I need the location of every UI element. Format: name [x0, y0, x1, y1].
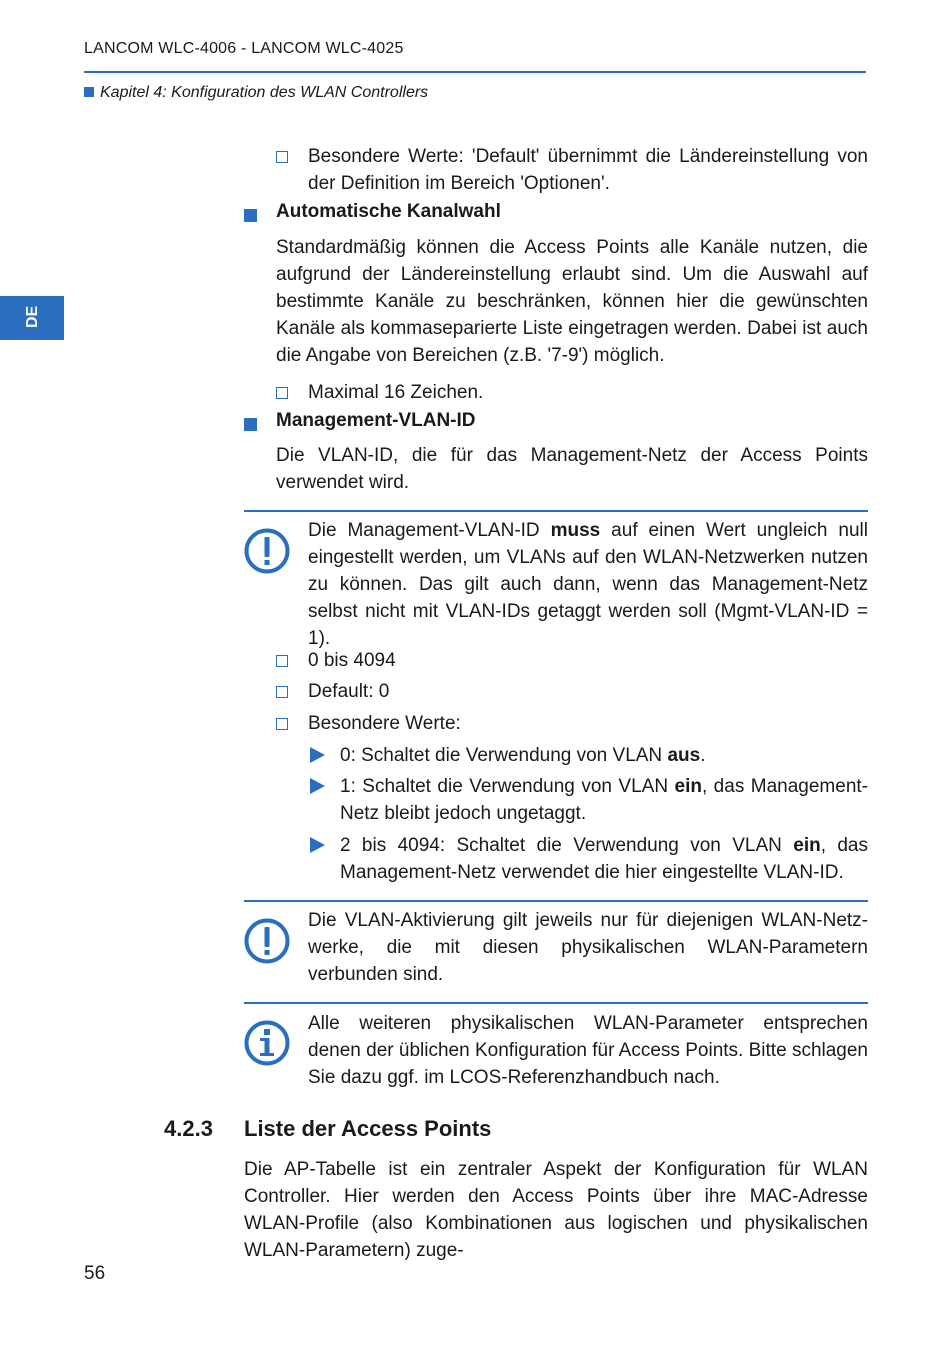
square-bullet-icon — [244, 209, 257, 222]
section-title: Liste der Access Points — [244, 1116, 492, 1141]
page-number: 56 — [84, 1263, 106, 1284]
list-item-text: Maximal 16 Zeichen. — [308, 382, 484, 403]
value-emphasis: aus — [667, 745, 701, 766]
note-rule — [244, 510, 868, 512]
parameter-label: Management-VLAN-ID — [276, 410, 476, 431]
value-item-text — [340, 832, 868, 886]
header-rule — [84, 71, 866, 73]
parameter-description: Standardmäßig können die Access Points alle Kanäle nutzen, die aufgrund der Ländereinstellung erlaubt sind. Um die Auswahl auf bestimmte Kanäle zu beschränken, können hier die gewünschten Kanäle als kommaseparierte Liste eingetragen werden. Dabei ist auch die Angabe von Bereichen (z.B. '7-9') möglich. — [276, 237, 868, 366]
language-tab — [0, 296, 64, 340]
chapter-title: Kapitel 4: Konfiguration des WLAN Controllers — [100, 84, 429, 101]
section-number: 4.2.3 — [164, 1116, 213, 1141]
warning-note — [308, 517, 868, 652]
value-item-text — [340, 742, 868, 769]
chapter-bullet-icon — [84, 87, 94, 97]
list-item-text: Besondere Werte: — [308, 713, 461, 734]
checkbox-bullet-icon — [276, 151, 288, 163]
value-text: 1: Schaltet die Verwendung von VLAN — [340, 776, 675, 797]
checkbox-bullet-icon — [276, 686, 288, 698]
list-item-text: Besondere Werte: 'Default' übernimmt die Ländereinstellung von der Definition im Bereich 'Optionen'. — [308, 146, 868, 194]
value-text: 0: Schaltet die Verwendung von VLAN — [340, 745, 668, 766]
square-bullet-icon — [244, 418, 257, 431]
value-item-text — [340, 773, 868, 827]
checkbox-bullet-icon — [276, 387, 288, 399]
value-text: , das Management-Netz verwendet die hier eingestellte VLAN-ID. — [340, 835, 868, 883]
parameter-description: Die VLAN-ID, die für das Management-Netz der Access Points verwendet wird. — [276, 445, 868, 493]
info-icon — [244, 1020, 290, 1066]
arrow-bullet-icon — [310, 778, 325, 794]
list-item-text: Default: 0 — [308, 681, 390, 702]
note-text: Die Management-VLAN-ID — [308, 520, 551, 541]
exclamation-icon — [244, 528, 290, 574]
exclamation-icon — [244, 918, 290, 964]
info-note: Alle weiteren physikalischen WLAN-Parameter entsprechen denen der üblichen Konfiguration für Access Points. Bitte schlagen Sie dazu ggf. im LCOS-Referenzhandbuch nach. — [308, 1013, 868, 1088]
value-text: . — [700, 745, 706, 766]
value-text: , das Management-Netz bleibt jedoch ungetaggt. — [340, 776, 869, 824]
header-title: LANCOM WLC-4006 - LANCOM WLC-4025 — [84, 40, 404, 57]
value-emphasis: ein — [674, 776, 702, 797]
note-text: auf einen Wert ungleich null eingestellt werden, um VLANs auf den WLAN-Netzwerken nutzen zu können. Das gilt auch dann, wenn das Management-Netz selbst nicht mit VLAN-IDs getaggt werden soll (Mgmt-VLAN-ID = 1). — [308, 520, 868, 649]
section-body: Die AP-Tabelle ist ein zentraler Aspekt der Konfiguration für WLAN Controller. Hier werden den Access Points über ihre MAC-Adresse WLAN-Profile (also Kombinationen aus logischen und physikalischen WLAN-Parametern) zuge- — [244, 1159, 868, 1261]
checkbox-bullet-icon — [276, 718, 288, 730]
warning-note: Die VLAN-Aktivierung gilt jeweils nur für diejenigen WLAN-Netzwerke, die mit diesen physikalischen WLAN-Parametern verbunden sind. — [308, 910, 868, 985]
value-text: 2 bis 4094: Schaltet die Verwendung von VLAN — [340, 835, 794, 856]
language-tab-label: DE — [24, 305, 41, 328]
note-emphasis: muss — [550, 520, 601, 541]
arrow-bullet-icon — [310, 837, 325, 853]
value-emphasis: ein — [793, 835, 821, 856]
note-rule — [244, 900, 868, 902]
chapter-heading — [84, 84, 428, 102]
list-item-text: 0 bis 4094 — [308, 650, 396, 671]
parameter-label: Automatische Kanalwahl — [276, 201, 501, 222]
note-rule — [244, 1002, 868, 1004]
checkbox-bullet-icon — [276, 655, 288, 667]
arrow-bullet-icon — [310, 747, 325, 763]
